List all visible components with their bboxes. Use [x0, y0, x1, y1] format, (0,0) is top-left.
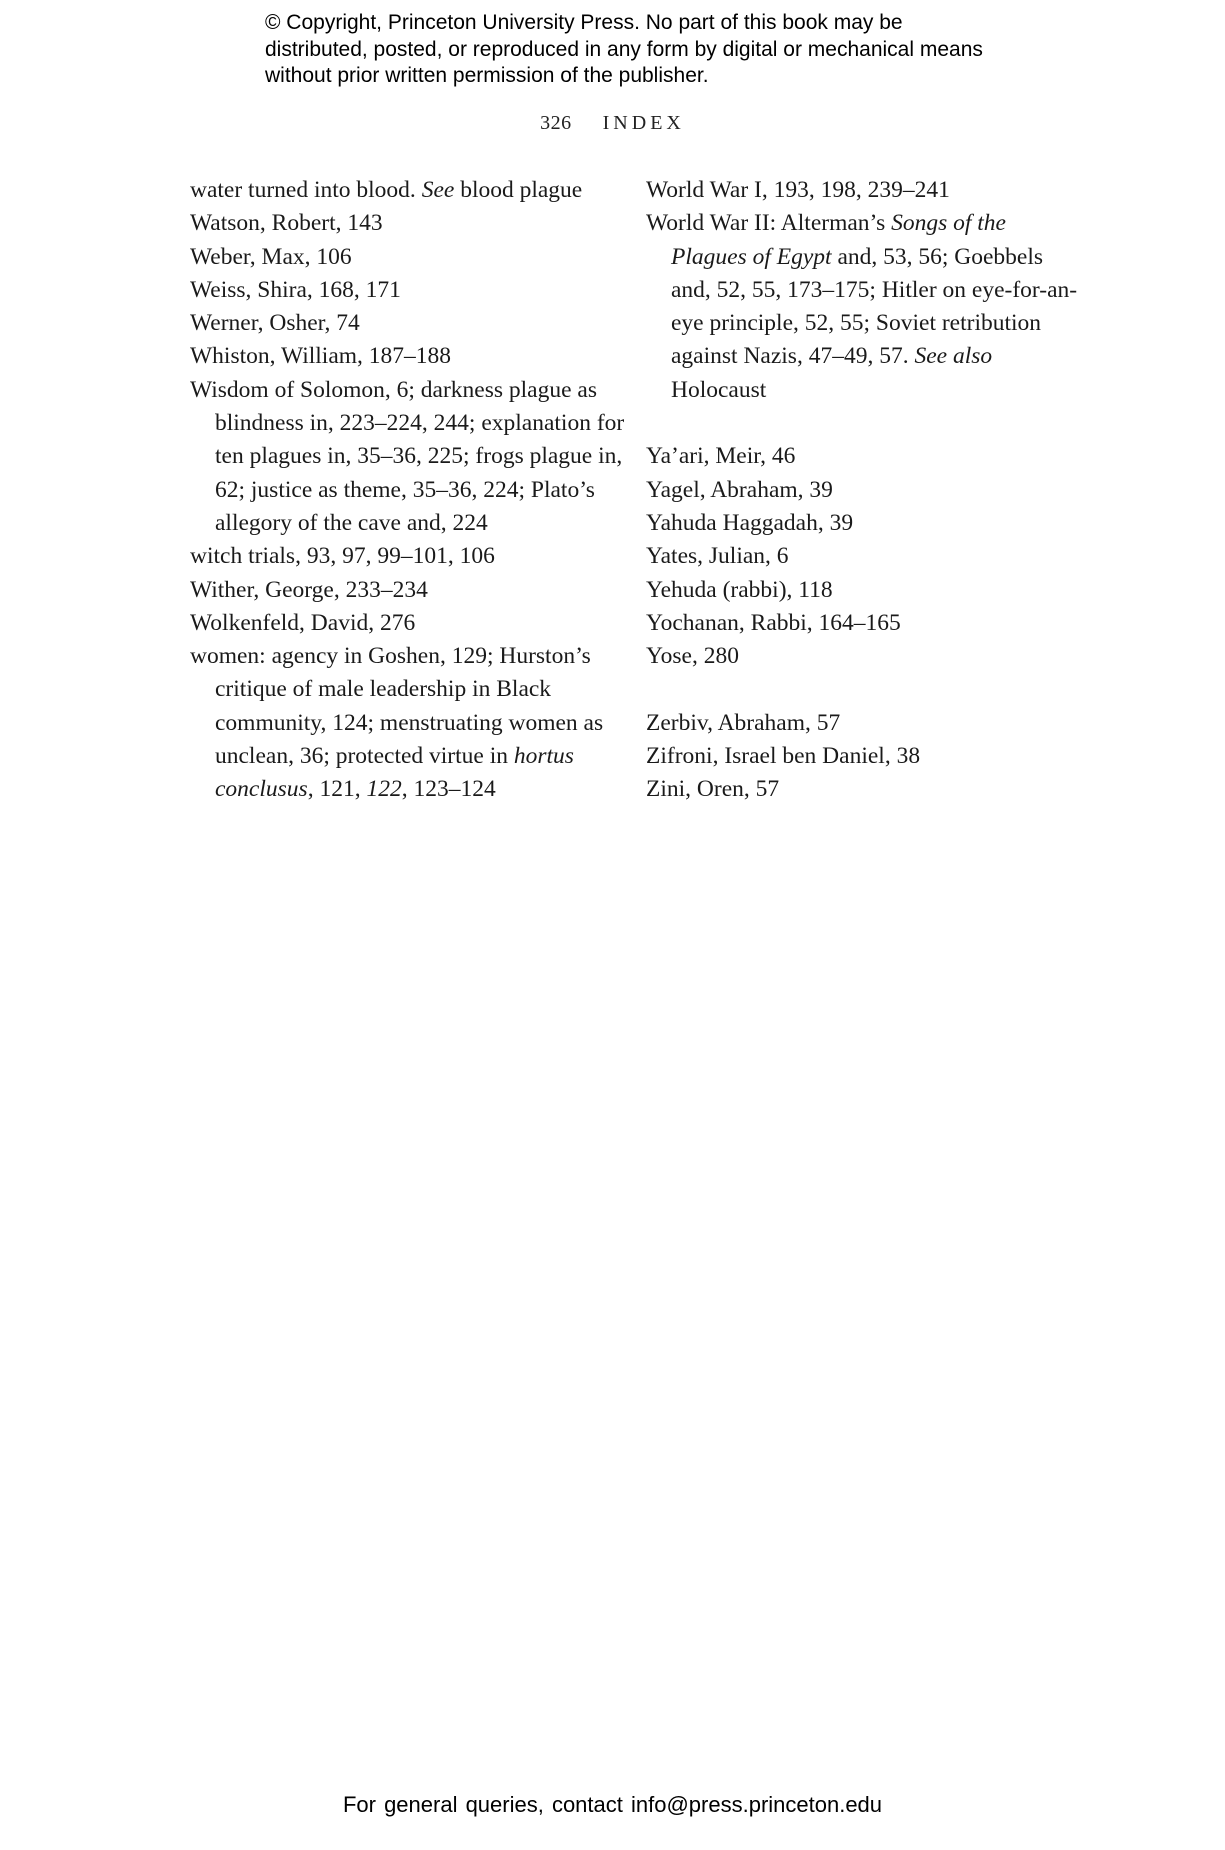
index-entry: Yochanan, Rabbi, 164–165: [646, 609, 901, 636]
index-entry: Yates, Julian, 6: [646, 543, 789, 570]
index-entry: Werner, Osher, 74: [190, 310, 360, 337]
footer-contact: For general queries, contact info@press.princeton.edu: [342, 1792, 883, 1817]
index-column-left: [190, 174, 630, 807]
index-entry: Weber, Max, 106: [190, 243, 352, 270]
index-entry: witch trials, 93, 97, 99–101, 106: [190, 543, 495, 570]
index-entry: Yose, 280: [646, 643, 739, 670]
index-entry: Weiss, Shira, 168, 171: [190, 276, 401, 303]
page-number: 326: [540, 112, 572, 134]
index-entry: World War I, 193, 198, 239–241: [646, 177, 950, 203]
letter-group-gap: [646, 673, 1086, 706]
index-entry: Zerbiv, Abraham, 57: [646, 709, 841, 736]
index-entry: Yagel, Abraham, 39: [646, 476, 833, 503]
index-entry: Watson, Robert, 143: [190, 210, 383, 237]
copyright-notice: © Copyright, Princeton University Press. No part of this book may be distributed, posted, or reproduced in any form by digital or mechanical means without prior written permission of the publisher.: [265, 11, 983, 87]
index-entry: Wisdom of Solomon, 6; darkness plague as blindness in, 223–224, 244; explanation for ten plagues in, 35–36, 225; frogs plague in, 62; justice as theme, 35–36, 224; Plato’s allegory of the cave and, 224: [190, 376, 625, 536]
index-entry: Yahuda Haggadah, 39: [646, 509, 854, 536]
index-entry: Zifroni, Israel ben Daniel, 38: [646, 743, 921, 770]
letter-group-gap: [646, 407, 1086, 440]
index-entry: Yehuda (rabbi), 118: [646, 576, 833, 603]
index-entry: Wither, George, 233–234: [190, 576, 428, 603]
index-entry: Ya’ari, Meir, 46: [646, 443, 796, 470]
index-entry: Whiston, William, 187–188: [190, 343, 452, 370]
index-entry: Wolkenfeld, David, 276: [190, 609, 416, 636]
index-entry: World War II: Alterman’s Songs of the Plagues of Egypt and, 53, 56; Goebbels and, 52, 55, 173–175; Hitler on eye-for-an-eye principle, 52, 55; Soviet retribution against Nazis, 47–49, 57. See also Holocaust: [646, 210, 1078, 403]
index-column-right: [646, 174, 1086, 807]
running-head: [0, 112, 1225, 135]
index-entry: women: agency in Goshen, 129; Hurston’s critique of male leadership in Black community, 124; menstruating women as unclean, 36; protected virtue in hortus conclusus, 121, 122, 123–124: [190, 643, 604, 803]
index-entry: water turned into blood. See blood plague: [190, 177, 583, 203]
index-entry: Zini, Oren, 57: [646, 776, 780, 803]
section-title: INDEX: [602, 112, 685, 134]
